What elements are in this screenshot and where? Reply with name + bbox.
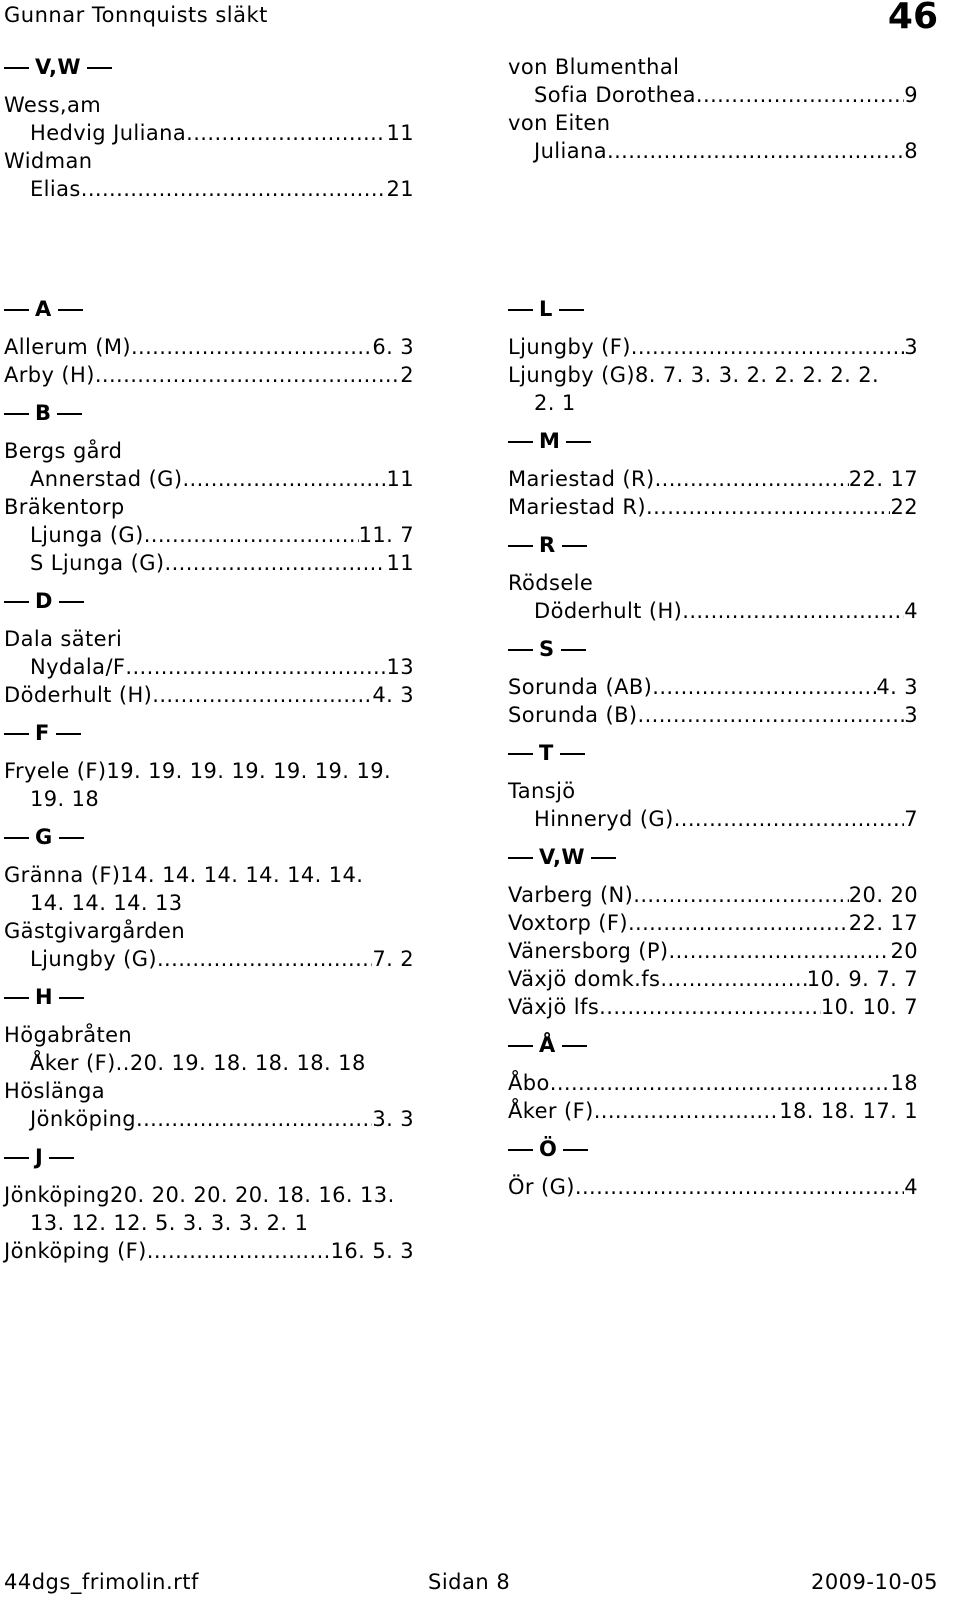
entry-label: Varberg (N): [508, 883, 634, 907]
heading-dash: [560, 753, 585, 755]
dot-leader: [607, 137, 904, 165]
entry-label: Elias: [30, 177, 81, 201]
entry-label: Juliana: [534, 139, 608, 163]
dot-leader: [652, 673, 876, 701]
entry-label: Växjö lfs: [508, 995, 600, 1019]
top-left-column: [4, 53, 414, 203]
heading-dash: [57, 413, 82, 415]
index-entry: [4, 521, 414, 549]
heading-dash: [59, 837, 84, 839]
index-entry: [4, 147, 414, 175]
entry-pages-continued: 2. 1: [534, 391, 576, 415]
entry-label: S Ljunga (G): [30, 551, 165, 575]
entry-label: Högabråten: [4, 1023, 133, 1047]
entry-label: Dala säteri: [4, 627, 123, 651]
heading-dash: [508, 1149, 533, 1151]
entry-label: Vänersborg (P): [508, 939, 669, 963]
entry-label: Ljungby (F): [508, 335, 631, 359]
entry-label: Allerum (M): [4, 335, 131, 359]
entry-pages-continued: 14. 14. 14. 13: [30, 891, 183, 915]
entry-label: Jönköping: [30, 1107, 137, 1131]
index-entry: [4, 493, 414, 521]
section-letter: M: [539, 429, 561, 453]
section-heading: [4, 399, 414, 427]
entry-label: Bergs gård: [4, 439, 123, 463]
heading-dash: [563, 1149, 588, 1151]
entry-pages: 9: [904, 83, 918, 107]
index-entry: [4, 1049, 414, 1077]
entry-label: Annerstad (G): [30, 467, 183, 491]
dot-leader: [599, 993, 821, 1021]
index-entry: [4, 757, 414, 785]
section-heading: [508, 295, 918, 323]
entry-pages: 3: [904, 703, 918, 727]
section-letter: G: [35, 825, 53, 849]
index-entry: [4, 465, 414, 493]
entry-label: Sorunda (B): [508, 703, 638, 727]
entry-pages: 7. 2: [372, 947, 414, 971]
index-entry: [508, 1173, 918, 1201]
section-letter: R: [539, 533, 556, 557]
entry-pages: 10. 9. 7. 7: [806, 967, 918, 991]
dot-leader: [646, 493, 890, 521]
footer-filename: 44dgs_frimolin.rtf: [4, 1570, 199, 1594]
entry-label: Åker (F): [508, 1099, 594, 1123]
top-right-column: [508, 53, 918, 165]
section-letter: A: [35, 297, 52, 321]
index-entry: [4, 333, 414, 361]
dot-leader: [660, 965, 806, 993]
section-letter: J: [35, 1145, 44, 1169]
entry-pages: 20: [890, 939, 918, 963]
index-entry: [508, 701, 918, 729]
heading-dash: [58, 309, 83, 311]
footer-date: 2009-10-05: [810, 1570, 938, 1594]
entry-label: Åker (F)..20. 19. 18. 18. 18. 18: [30, 1051, 366, 1075]
entry-label: Tansjö: [508, 779, 576, 803]
entry-pages: 20. 20: [848, 883, 918, 907]
heading-dash: [508, 753, 533, 755]
entry-pages: 3. 3: [372, 1107, 414, 1131]
dot-leader: [95, 361, 400, 389]
entry-pages: 4. 3: [372, 683, 414, 707]
entry-pages: 22: [890, 495, 918, 519]
index-entry: [508, 361, 918, 389]
entry-label: Jönköping (F): [4, 1239, 147, 1263]
entry-label: Nydala/F: [30, 655, 126, 679]
index-entry: [4, 361, 414, 389]
dot-leader: [186, 119, 386, 147]
heading-dash: [508, 1045, 533, 1047]
section-heading: [4, 53, 414, 81]
right-index-column: [508, 295, 918, 1201]
entry-label: von Blumenthal: [508, 55, 680, 79]
section-heading: [508, 427, 918, 455]
index-entry: [4, 1181, 414, 1209]
dot-leader: [131, 333, 372, 361]
entry-pages: 11. 7: [358, 523, 414, 547]
entry-label: Ör (G): [508, 1175, 575, 1199]
section-heading: [4, 295, 414, 323]
heading-dash: [4, 309, 29, 311]
entry-label: Voxtorp (F): [508, 911, 628, 935]
entry-label: Åbo: [508, 1071, 550, 1095]
dot-leader: [182, 465, 386, 493]
entry-label: Rödsele: [508, 571, 594, 595]
entry-pages: 11: [386, 551, 414, 575]
dot-leader: [628, 909, 849, 937]
heading-dash: [561, 649, 586, 651]
section-letter: V,W: [539, 845, 585, 869]
heading-dash: [508, 857, 533, 859]
entry-label: Ljunga (G): [30, 523, 144, 547]
section-letter: Ö: [539, 1137, 558, 1161]
section-heading: [4, 1143, 414, 1171]
index-entry: [508, 81, 918, 109]
dot-leader: [144, 521, 359, 549]
entry-pages: 21: [386, 177, 414, 201]
section-heading: [508, 1031, 918, 1059]
heading-dash: [508, 441, 533, 443]
index-entry: [508, 881, 918, 909]
entry-pages: 7: [904, 807, 918, 831]
index-entry: [508, 673, 918, 701]
heading-dash: [4, 413, 29, 415]
entry-pages: 16. 5. 3: [330, 1239, 414, 1263]
entry-label: Höslänga: [4, 1079, 105, 1103]
heading-dash: [508, 309, 533, 311]
entry-label: Fryele (F)19. 19. 19. 19. 19. 19. 19.: [4, 759, 392, 783]
dot-leader: [682, 597, 904, 625]
entry-pages: 4: [904, 599, 918, 623]
dot-leader: [136, 1105, 372, 1133]
heading-dash: [59, 997, 84, 999]
entry-label: Ljungby (G)8. 7. 3. 3. 2. 2. 2. 2. 2.: [508, 363, 880, 387]
entry-label: Hinneryd (G): [534, 807, 674, 831]
section-letter: Å: [539, 1033, 556, 1057]
dot-leader: [631, 333, 904, 361]
footer-page-label: Sidan 8: [428, 1570, 511, 1594]
dot-leader: [669, 937, 891, 965]
index-entry: [4, 549, 414, 577]
dot-leader: [125, 653, 386, 681]
heading-dash: [508, 649, 533, 651]
dot-leader: [633, 881, 849, 909]
section-letter: S: [539, 637, 555, 661]
dot-leader: [655, 465, 849, 493]
index-entry: [508, 993, 918, 1021]
heading-dash: [4, 67, 29, 69]
heading-dash: [566, 441, 591, 443]
dot-leader: [696, 81, 904, 109]
index-entry: [508, 109, 918, 137]
entry-pages: 18. 18. 17. 1: [779, 1099, 918, 1123]
dot-leader: [575, 1173, 904, 1201]
section-heading: [508, 1135, 918, 1163]
heading-dash: [591, 857, 616, 859]
section-letter: H: [35, 985, 53, 1009]
entry-pages: 22. 17: [848, 467, 918, 491]
index-entry: [4, 861, 414, 889]
dot-leader: [594, 1097, 780, 1125]
entry-pages: 10. 10. 7: [820, 995, 918, 1019]
index-entry: [4, 1105, 414, 1133]
entry-label: von Eiten: [508, 111, 611, 135]
index-entry: [4, 175, 414, 203]
index-entry: [508, 53, 918, 81]
index-entry: [4, 119, 414, 147]
entry-pages: 11: [386, 121, 414, 145]
index-entry: [508, 493, 918, 521]
index-entry: [508, 909, 918, 937]
heading-dash: [4, 601, 29, 603]
heading-dash: [562, 1045, 587, 1047]
index-entry: [508, 777, 918, 805]
heading-dash: [56, 733, 81, 735]
entry-pages: 3: [904, 335, 918, 359]
index-entry: [508, 137, 918, 165]
index-entry: [4, 681, 414, 709]
section-heading: [508, 635, 918, 663]
section-heading: [4, 823, 414, 851]
entry-pages: 8: [904, 139, 918, 163]
section-letter: V,W: [35, 55, 81, 79]
section-letter: L: [539, 297, 553, 321]
index-entry: [508, 569, 918, 597]
section-letter: B: [35, 401, 52, 425]
dot-leader: [550, 1069, 891, 1097]
dot-leader: [152, 681, 372, 709]
section-heading: [508, 843, 918, 871]
entry-label: Wess,am: [4, 93, 102, 117]
heading-dash: [4, 837, 29, 839]
entry-pages: 18: [890, 1071, 918, 1095]
heading-dash: [562, 545, 587, 547]
section-heading: [4, 587, 414, 615]
entry-label: Döderhult (H): [4, 683, 153, 707]
heading-dash: [4, 733, 29, 735]
dot-leader: [81, 175, 387, 203]
heading-dash: [59, 601, 84, 603]
index-entry: [4, 625, 414, 653]
section-letter: F: [35, 721, 50, 745]
entry-label: Mariestad R): [508, 495, 647, 519]
index-entry: [4, 91, 414, 119]
entry-pages: 2: [400, 363, 414, 387]
entry-pages: 11: [386, 467, 414, 491]
heading-dash: [4, 997, 29, 999]
index-entry: [508, 937, 918, 965]
entry-label: Bräkentorp: [4, 495, 125, 519]
index-entry: [4, 437, 414, 465]
entry-pages: 22. 17: [848, 911, 918, 935]
left-index-column: [4, 295, 414, 1265]
dot-leader: [165, 549, 387, 577]
heading-dash: [49, 1157, 74, 1159]
entry-label: Gränna (F)14. 14. 14. 14. 14. 14.: [4, 863, 364, 887]
entry-label: Växjö domk.fs: [508, 967, 661, 991]
index-entry: [508, 597, 918, 625]
index-entry: [4, 1021, 414, 1049]
section-heading: [4, 983, 414, 1011]
index-entry: [4, 917, 414, 945]
index-entry: [508, 1097, 918, 1125]
entry-pages: 6. 3: [372, 335, 414, 359]
heading-dash: [87, 67, 112, 69]
index-entry: [4, 945, 414, 973]
index-entry: [4, 653, 414, 681]
entry-label: Arby (H): [4, 363, 95, 387]
index-entry: [508, 805, 918, 833]
section-letter: T: [539, 741, 554, 765]
entry-label: Hedvig Juliana: [30, 121, 187, 145]
dot-leader: [157, 945, 372, 973]
entry-pages-continued: 19. 18: [30, 787, 100, 811]
entry-pages-continued: 13. 12. 12. 5. 3. 3. 3. 2. 1: [30, 1211, 309, 1235]
heading-dash: [508, 545, 533, 547]
document-title: Gunnar Tonnquists släkt: [4, 3, 268, 27]
entry-label: Döderhult (H): [534, 599, 683, 623]
heading-dash: [559, 309, 584, 311]
section-heading: [508, 531, 918, 559]
index-entry: [4, 1237, 414, 1265]
index-entry: [508, 333, 918, 361]
entry-label: Widman: [4, 149, 93, 173]
index-entry: [508, 1069, 918, 1097]
dot-leader: [147, 1237, 331, 1265]
entry-label: Ljungby (G): [30, 947, 157, 971]
entry-label: Jönköping20. 20. 20. 20. 18. 16. 13.: [4, 1183, 395, 1207]
entry-label: Mariestad (R): [508, 467, 655, 491]
entry-pages: 4. 3: [876, 675, 918, 699]
section-heading: [4, 719, 414, 747]
index-entry: [508, 965, 918, 993]
entry-label: Gästgivargården: [4, 919, 186, 943]
section-heading: [508, 739, 918, 767]
dot-leader: [638, 701, 905, 729]
entry-label: Sorunda (AB): [508, 675, 653, 699]
section-letter: D: [35, 589, 53, 613]
index-entry: [508, 465, 918, 493]
entry-pages: 4: [904, 1175, 918, 1199]
entry-label: Sofia Dorothea: [534, 83, 696, 107]
entry-pages: 13: [386, 655, 414, 679]
index-entry: [4, 1077, 414, 1105]
heading-dash: [4, 1157, 29, 1159]
dot-leader: [674, 805, 905, 833]
page-number: 46: [887, 0, 938, 37]
